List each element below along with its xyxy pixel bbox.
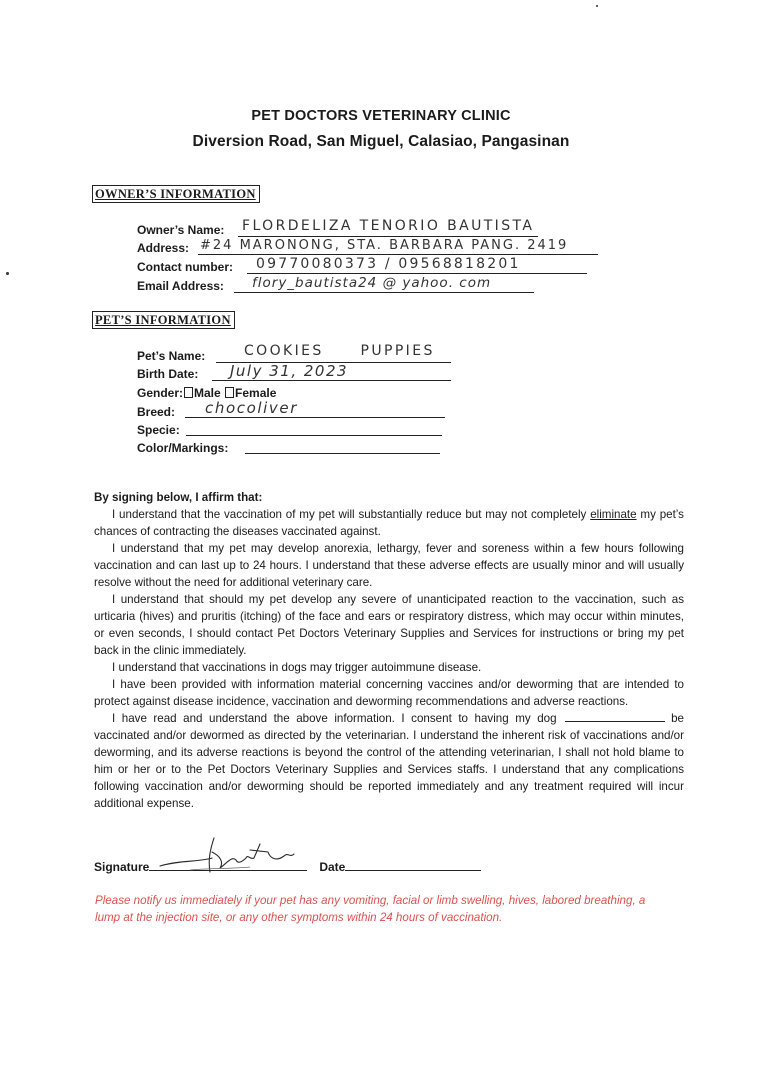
color-row bbox=[137, 441, 228, 455]
affirmation-paragraph-2: I understand that my pet may develop anorexia, lethargy, fever and soreness within a few hours following vaccination and can last up to 24 hours. I understand that these adverse effects are usually minor and will usually resolve without the need for additional veterinary care. bbox=[94, 542, 684, 589]
female-checkbox[interactable] bbox=[225, 387, 234, 398]
owner-email-line bbox=[234, 292, 534, 293]
owner-name-row bbox=[137, 223, 224, 237]
owner-email-value[interactable]: flory_bautista24 @ yahoo. com bbox=[252, 275, 492, 291]
owner-name-value[interactable]: FLORDELIZA TENORIO BAUTISTA bbox=[242, 218, 535, 234]
breed-line bbox=[185, 417, 445, 418]
owner-email-row bbox=[137, 279, 224, 293]
affirmation-heading: By signing below, I affirm that: bbox=[94, 491, 263, 504]
male-checkbox[interactable] bbox=[184, 387, 193, 398]
affirmation-paragraph-6: I have read and understand the above information. I consent to having my dog be vaccinated and/or dewormed as directed by the veterinarian. I understand the inherent risk of vaccinations and/or deworming, and its adverse reactions is beyond the control of the attending veterinarian, I shall not hold blame to him or her or to the Pet Doctors Veterinary Supplies and Services staffs. I understand that any complications following vaccination and/or deworming should be reported immediately and any treatment required will incur additional expense. bbox=[94, 712, 684, 810]
owner-name-label: Owner’s Name: bbox=[137, 223, 225, 237]
owner-section-heading: OWNER’S INFORMATION bbox=[92, 185, 260, 203]
breed-row bbox=[137, 405, 175, 419]
clinic-name: PET DOCTORS VETERINARY CLINIC bbox=[251, 108, 511, 124]
handwritten-signature bbox=[150, 832, 300, 876]
gender-female-label: Female bbox=[235, 386, 277, 400]
breed-value[interactable]: chocoliver bbox=[205, 399, 298, 417]
specie-row bbox=[137, 423, 180, 437]
owner-address-row bbox=[137, 241, 189, 255]
color-label: Color/Markings: bbox=[137, 441, 229, 455]
birth-date-row bbox=[137, 367, 198, 381]
owner-email-label: Email Address: bbox=[137, 279, 224, 293]
dog-name-blank[interactable] bbox=[565, 711, 665, 722]
owner-contact-label: Contact number: bbox=[137, 260, 233, 274]
affirmation-block bbox=[94, 489, 684, 812]
pet-section-heading: PET’S INFORMATION bbox=[92, 311, 235, 329]
owner-contact-value[interactable]: 09770080373 / 09568818201 bbox=[256, 256, 521, 272]
pet-name-value[interactable]: COOKIES PUPPIES bbox=[244, 343, 435, 359]
owner-contact-line bbox=[247, 273, 587, 274]
clinic-address: Diversion Road, San Miguel, Calasiao, Pangasinan bbox=[192, 133, 570, 150]
date-line[interactable] bbox=[345, 860, 481, 871]
affirmation-paragraph-4: I understand that vaccinations in dogs may trigger autoimmune disease. bbox=[112, 661, 482, 674]
color-line[interactable] bbox=[245, 453, 440, 454]
birth-date-value[interactable]: July 31, 2023 bbox=[230, 362, 349, 380]
owner-contact-row bbox=[137, 260, 233, 274]
specie-label: Specie: bbox=[137, 423, 180, 437]
owner-name-line bbox=[238, 236, 538, 237]
specie-line[interactable] bbox=[186, 435, 442, 436]
gender-label: Gender: bbox=[137, 386, 184, 400]
breed-label: Breed: bbox=[137, 405, 176, 419]
affirmation-paragraph-1: I understand that the vaccination of my pet will substantially reduce but may not completely eliminate my pet’s chances of contracting the diseases vaccinated against. bbox=[94, 508, 684, 538]
scan-speck bbox=[6, 272, 9, 275]
affirmation-paragraph-3: I understand that should my pet develop any severe of unanticipated reaction to the vaccination, such as urticaria (hives) and pruritis (itching) of the face and ears or respiratory distress, which may occur within minutes, or even seconds, I should contact Pet Doctors Veterinary Supplies and Services for instructions or bring my pet back in the clinic immediately. bbox=[94, 593, 684, 657]
gender-male-label: Male bbox=[194, 386, 221, 400]
birth-date-label: Birth Date: bbox=[137, 367, 199, 381]
owner-address-line bbox=[198, 254, 598, 255]
pet-name-row bbox=[137, 349, 205, 363]
birth-date-line bbox=[212, 380, 451, 381]
eliminate-word: eliminate bbox=[590, 508, 637, 521]
pet-name-label: Pet’s Name: bbox=[137, 349, 206, 363]
notification-note: Please notify us immediately if your pet has any vomiting, facial or limb swelling, hives, labored breathing, a lump at the injection site, or any other symptoms within 24 hours of vaccination. bbox=[95, 894, 646, 924]
signature-label: Signature bbox=[94, 860, 150, 874]
owner-address-label: Address: bbox=[137, 241, 190, 255]
date-label: Date bbox=[319, 860, 346, 874]
owner-address-value[interactable]: #24 MARONONG, STA. BARBARA PANG. 2419 bbox=[200, 238, 569, 253]
gender-row bbox=[137, 386, 276, 400]
scan-speck bbox=[596, 5, 598, 7]
affirmation-paragraph-5: I have been provided with information material concerning vaccines and/or deworming that are intended to protect against disease incidence, vaccination and deworming recommendations and adverse reactions. bbox=[94, 678, 684, 708]
